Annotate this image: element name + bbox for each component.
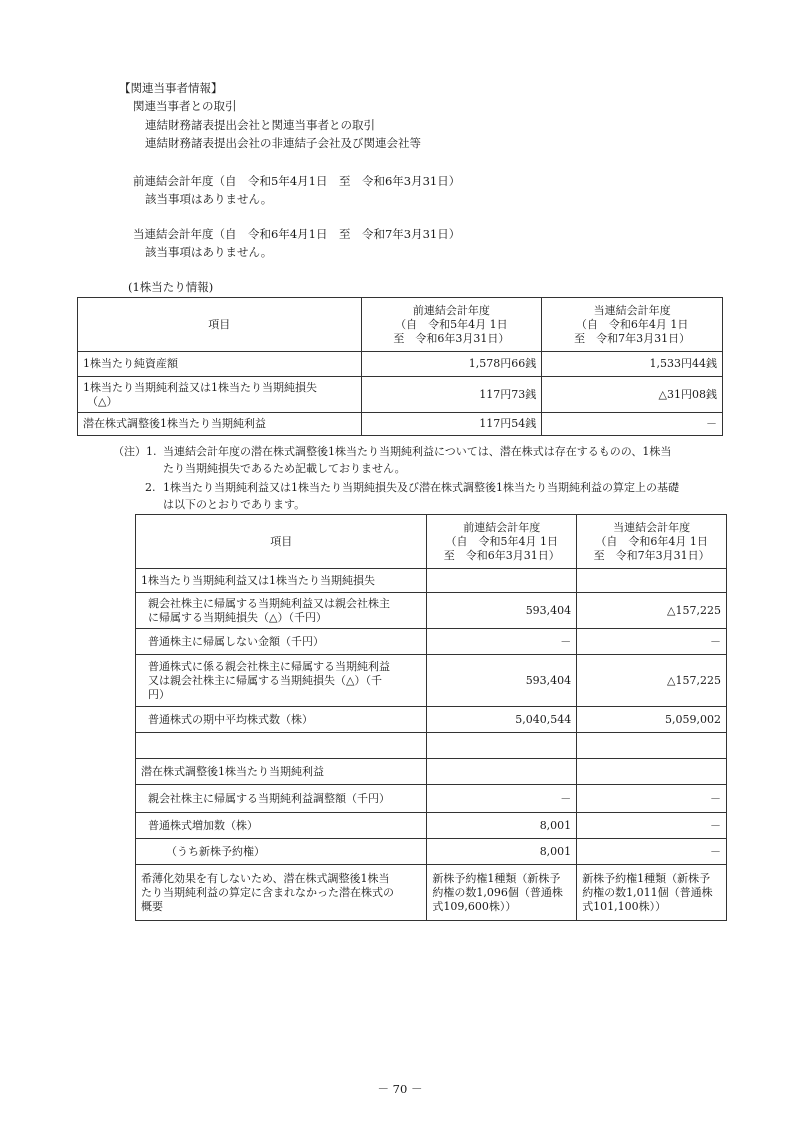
row-label [136, 655, 427, 707]
note2-line1: 1株当たり当期純利益又は1株当たり当期純損失及び潜在株式調整後1株当たり当期純利益の算定上の基礎 [163, 481, 679, 494]
row-label-line2: 又は親会社株主に帰属する当期純損失（△）（千 [148, 673, 382, 687]
table-row [136, 813, 727, 839]
row-curr-value: － [542, 413, 723, 436]
header-prev-title: 前連結会計年度 [412, 303, 490, 317]
basis-header-row [136, 515, 727, 569]
spacer-row [136, 733, 727, 759]
row-label-line1: 親会社株主に帰属する当期純利益又は親会社株主 [148, 596, 390, 610]
header-curr-from: （自 令和6年4月 1日 [595, 534, 708, 548]
row-prev-value: 1,578円66銭 [361, 352, 542, 377]
prev-period-none: 該当事項はありません。 [145, 192, 273, 206]
header-curr-period [577, 515, 727, 569]
row-curr-value [577, 865, 727, 921]
header-item: 項目 [78, 298, 362, 352]
section-row [136, 759, 727, 785]
prev-period-title: 前連結会計年度（自 令和5年4月1日 至 令和6年3月31日） [133, 174, 461, 188]
row-label-line1: 1株当たり当期純利益又は1株当たり当期純損失 [83, 380, 317, 394]
note2-prefix: 2. [145, 481, 156, 494]
header-prev-title: 前連結会計年度 [463, 520, 541, 534]
row-prev-value: 117円73銭 [361, 377, 542, 413]
empty-cell [427, 733, 577, 759]
row-curr-value: 5,059,002 [577, 707, 727, 733]
curr-line1: 新株予約権1種類（新株予 [582, 871, 711, 885]
row-label: 普通株式増加数（株） [136, 813, 427, 839]
row-prev-value: 8,001 [427, 839, 577, 865]
row-curr-value: － [577, 839, 727, 865]
empty-cell [427, 569, 577, 593]
table-row [78, 413, 723, 436]
table-row [78, 352, 723, 377]
empty-cell [427, 759, 577, 785]
per-share-table [77, 297, 723, 436]
row-label-line2: たり当期純利益の算定に含まれなかった潜在株式の [141, 885, 394, 899]
section-title: 潜在株式調整後1株当たり当期純利益 [136, 759, 427, 785]
table-row [136, 785, 727, 813]
note2-line2: は以下のとおりであります。 [163, 498, 306, 511]
curr-line3: 式101,100株）） [582, 899, 667, 913]
row-label: 普通株主に帰属しない金額（千円） [136, 629, 427, 655]
row-label: 普通株式の期中平均株式数（株） [136, 707, 427, 733]
row-label-line3: 概要 [141, 899, 163, 913]
row-curr-value: － [577, 629, 727, 655]
empty-cell [136, 733, 427, 759]
row-label: 1株当たり純資産額 [78, 352, 362, 377]
header-curr-title: 当連結会計年度 [593, 303, 671, 317]
prev-line1: 新株予約権1種類（新株予 [432, 871, 561, 885]
row-prev-value: 117円54銭 [361, 413, 542, 436]
row-label: 潜在株式調整後1株当たり当期純利益 [78, 413, 362, 436]
related-party-transactions-title: 連結財務諸表提出会社と関連当事者との取引 [145, 118, 375, 132]
table-row [136, 865, 727, 921]
section-row [136, 569, 727, 593]
table-row [136, 707, 727, 733]
header-prev-from: （自 令和5年4月 1日 [445, 534, 559, 548]
row-label: （うち新株予約権） [136, 839, 427, 865]
row-prev-value [427, 865, 577, 921]
row-label-line2: に帰属する当期純損失（△）（千円） [148, 610, 327, 624]
related-party-heading: 【関連当事者情報】 [119, 81, 223, 95]
empty-cell [577, 733, 727, 759]
related-party-subheading: 関連当事者との取引 [133, 99, 237, 113]
header-curr-from: （自 令和6年4月 1日 [575, 317, 689, 331]
row-prev-value: 593,404 [427, 655, 577, 707]
table-row [136, 593, 727, 629]
row-prev-value: 5,040,544 [427, 707, 577, 733]
row-curr-value: － [577, 785, 727, 813]
row-label: 親会社株主に帰属する当期純利益調整額（千円） [136, 785, 427, 813]
row-curr-value: － [577, 813, 727, 839]
row-label-line2: （△） [87, 394, 118, 408]
header-prev-to: 至 令和6年3月31日） [393, 331, 510, 345]
row-label [78, 377, 362, 413]
basis-table [135, 514, 727, 921]
header-curr-title: 当連結会計年度 [613, 520, 691, 534]
row-prev-value: 593,404 [427, 593, 577, 629]
prev-line2: 約権の数1,096個（普通株 [432, 885, 563, 899]
row-curr-value: △157,225 [577, 593, 727, 629]
row-label-line1: 希薄化効果を有しないため、潜在株式調整後1株当 [141, 871, 390, 885]
header-curr-period [542, 298, 723, 352]
header-prev-period [427, 515, 577, 569]
row-label [136, 593, 427, 629]
row-curr-value: △157,225 [577, 655, 727, 707]
header-prev-from: （自 令和5年4月 1日 [395, 317, 508, 331]
table-row [136, 629, 727, 655]
row-label-line3: 円） [148, 687, 170, 701]
per-share-heading: (1株当たり情報) [128, 280, 214, 294]
row-label-line1: 普通株式に係る親会社株主に帰属する当期純利益 [148, 659, 390, 673]
curr-period-title: 当連結会計年度（自 令和6年4月1日 至 令和7年3月31日） [133, 227, 461, 241]
per-share-header-row [78, 298, 723, 352]
page-number: － 70 － [377, 1082, 423, 1096]
table-row [136, 655, 727, 707]
table-row [78, 377, 723, 413]
empty-cell [577, 569, 727, 593]
row-curr-value: 1,533円44銭 [542, 352, 723, 377]
header-item: 項目 [136, 515, 427, 569]
note1-line1: 当連結会計年度の潜在株式調整後1株当たり当期純利益については、潜在株式は存在するものの、1株当 [163, 445, 672, 458]
row-prev-value: － [427, 785, 577, 813]
row-prev-value: － [427, 629, 577, 655]
prev-line3: 式109,600株）） [432, 899, 517, 913]
empty-cell [577, 759, 727, 785]
section-title: 1株当たり当期純利益又は1株当たり当期純損失 [136, 569, 427, 593]
header-curr-to: 至 令和7年3月31日） [574, 331, 691, 345]
note1-line2: たり当期純損失であるため記載しておりません。 [163, 462, 406, 475]
header-prev-period [361, 298, 542, 352]
header-curr-to: 至 令和7年3月31日） [593, 548, 710, 562]
table-row [136, 839, 727, 865]
note1-prefix: （注）1. [113, 445, 157, 458]
row-curr-value: △31円08銭 [542, 377, 723, 413]
row-label [136, 865, 427, 921]
related-party-affiliates-title: 連結財務諸表提出会社の非連結子会社及び関連会社等 [145, 136, 421, 150]
row-prev-value: 8,001 [427, 813, 577, 839]
curr-period-none: 該当事項はありません。 [145, 245, 273, 259]
header-prev-to: 至 令和6年3月31日） [443, 548, 560, 562]
curr-line2: 約権の数1,011個（普通株 [582, 885, 713, 899]
